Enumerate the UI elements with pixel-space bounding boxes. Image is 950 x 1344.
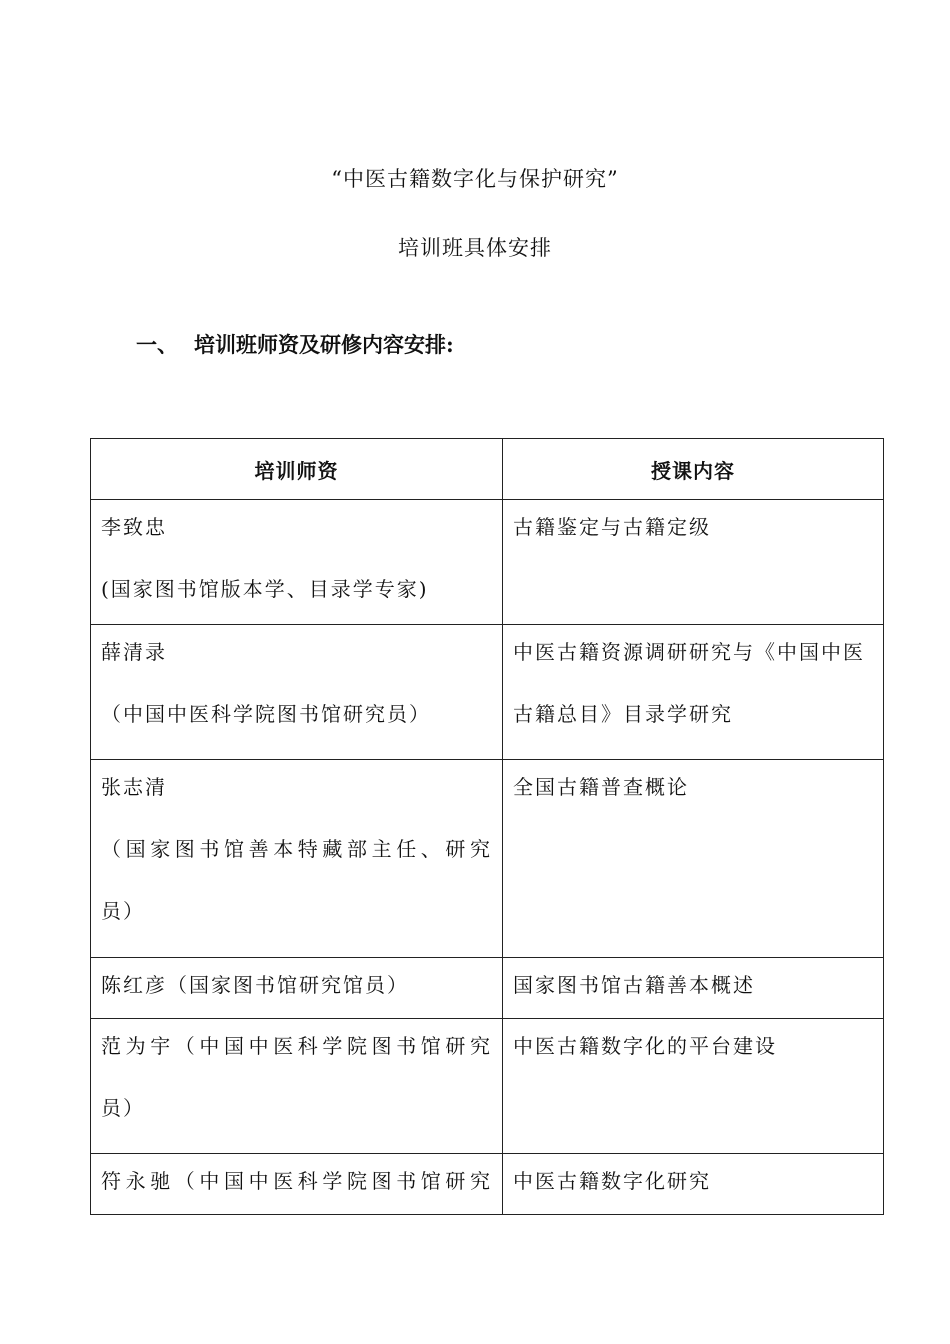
- document-title: “中医古籍数字化与保护研究”: [331, 167, 619, 191]
- table-row: [91, 625, 884, 760]
- teacher-cell: [91, 1019, 503, 1154]
- table-row: [91, 760, 884, 958]
- teacher-name: 李致忠: [101, 515, 167, 539]
- content-cell: [503, 958, 884, 1019]
- section-heading-text: 培训班师资及研修内容安排:: [194, 332, 454, 357]
- course-content: 古籍总目》目录学研究: [513, 702, 733, 726]
- teacher-cell: [91, 760, 503, 958]
- teacher-name: 符永驰（中国中医科学院图书馆研究: [101, 1169, 492, 1193]
- teacher-name: 陈红彦（国家图书馆研究馆员）: [101, 973, 409, 997]
- teacher-title: 员）: [101, 1096, 145, 1120]
- teacher-name: 薛清录: [101, 640, 167, 664]
- table-row: [91, 958, 884, 1019]
- content-cell: [503, 500, 884, 625]
- content-cell: [503, 625, 884, 760]
- content-cell: [503, 1019, 884, 1154]
- teacher-title: 员）: [101, 899, 145, 923]
- table-row: [91, 1019, 884, 1154]
- header-content: 授课内容: [503, 439, 884, 500]
- course-content: 中医古籍数字化研究: [513, 1169, 711, 1193]
- header-teachers: 培训师资: [91, 439, 503, 500]
- teacher-title: （中国中医科学院图书馆研究员）: [101, 702, 431, 726]
- teacher-name: 张志清: [101, 775, 167, 799]
- teacher-title: (国家图书馆版本学、目录学专家): [101, 577, 429, 601]
- table-row: [91, 500, 884, 625]
- course-content: 中医古籍资源调研研究与《中国中医: [513, 640, 865, 664]
- section-heading: [136, 329, 454, 359]
- teacher-name: 范为宇（中国中医科学院图书馆研究: [101, 1034, 492, 1058]
- table-row: [91, 1154, 884, 1215]
- teacher-cell: [91, 500, 503, 625]
- teacher-cell: [91, 1154, 503, 1215]
- document-subtitle: 培训班具体安排: [398, 236, 552, 260]
- content-cell: [503, 1154, 884, 1215]
- course-content: 中医古籍数字化的平台建设: [513, 1034, 777, 1058]
- teacher-cell: [91, 958, 503, 1019]
- content-cell: [503, 760, 884, 958]
- schedule-table: [90, 438, 884, 1215]
- teacher-title: （国家图书馆善本特藏部主任、研究: [101, 837, 492, 861]
- teacher-cell: [91, 625, 503, 760]
- course-content: 全国古籍普查概论: [513, 775, 689, 799]
- course-content: 国家图书馆古籍善本概述: [513, 973, 755, 997]
- section-number: 一、: [136, 332, 178, 357]
- table-header-row: [91, 439, 884, 500]
- course-content: 古籍鉴定与古籍定级: [513, 515, 711, 539]
